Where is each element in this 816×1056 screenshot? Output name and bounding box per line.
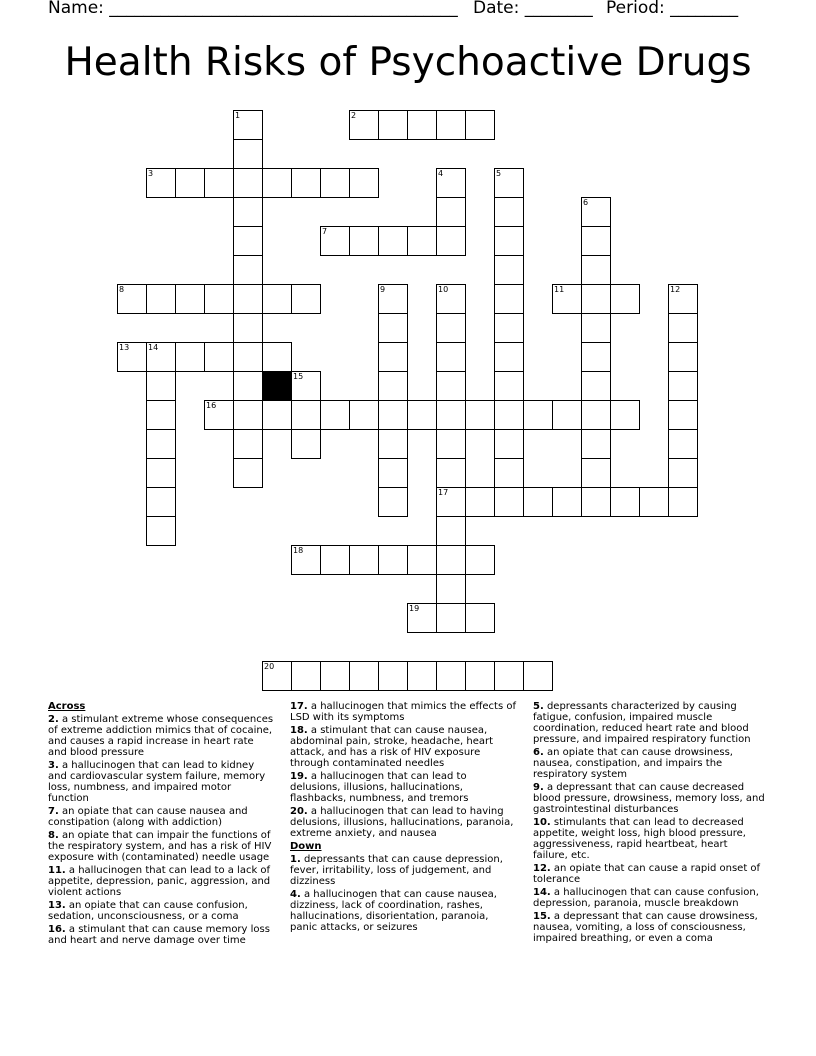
grid-cell[interactable]: [349, 661, 379, 691]
across-clue: [48, 760, 274, 804]
grid-cell[interactable]: [378, 429, 408, 459]
grid-cell[interactable]: [668, 400, 698, 430]
grid-cell[interactable]: [146, 458, 176, 488]
grid-cell[interactable]: [378, 661, 408, 691]
grid-cell[interactable]: [349, 400, 379, 430]
grid-cell[interactable]: [465, 400, 495, 430]
down-clue: [533, 782, 765, 815]
clue-number-label: 17.: [290, 701, 308, 712]
grid-cell[interactable]: [233, 400, 263, 430]
grid-cell[interactable]: [610, 400, 640, 430]
grid-cell[interactable]: [436, 400, 466, 430]
clue-number: 10: [438, 285, 449, 294]
clue-text: a depressant that can cause decreased blood pressure, drowsiness, memory loss, and gastrointestinal disturbances: [533, 782, 765, 815]
grid-cell[interactable]: [146, 516, 176, 546]
clue-number-label: 6.: [533, 747, 544, 758]
grid-cell[interactable]: [494, 458, 524, 488]
grid-cell[interactable]: [233, 458, 263, 488]
grid-cell[interactable]: [204, 284, 234, 314]
grid-cell[interactable]: [320, 545, 350, 575]
clue-text: a hallucinogen that can cause confusion, depression, paranoia, muscle breakdown: [533, 887, 759, 909]
clue-number-label: 12.: [533, 863, 551, 874]
date-field[interactable]: Date: ________: [473, 0, 593, 18]
grid-cell[interactable]: [233, 342, 263, 372]
clue-number: 17: [438, 488, 449, 497]
clue-text: a hallucinogen that mimics the effects of LSD with its symptoms: [290, 701, 516, 723]
clue-number: 3: [148, 169, 154, 178]
clue-number: 9: [380, 285, 386, 294]
grid-cell[interactable]: [639, 487, 669, 517]
down-clue: [290, 854, 518, 887]
clue-number: 5: [496, 169, 502, 178]
across-clue: [48, 714, 274, 758]
across-clue: [290, 771, 518, 804]
grid-cell[interactable]: [407, 110, 437, 140]
grid-cell[interactable]: [494, 313, 524, 343]
clue-number-label: 7.: [48, 806, 59, 817]
clue-section-heading: Across: [48, 701, 86, 712]
grid-cell[interactable]: [668, 487, 698, 517]
grid-cell[interactable]: [581, 255, 611, 285]
clue-number: 18: [293, 546, 304, 555]
down-clue: [533, 887, 765, 909]
grid-cell[interactable]: [610, 284, 640, 314]
grid-cell[interactable]: [233, 429, 263, 459]
grid-cell[interactable]: [581, 342, 611, 372]
grid-cell[interactable]: [233, 255, 263, 285]
grid-cell[interactable]: [436, 429, 466, 459]
grid-cell[interactable]: [465, 110, 495, 140]
worksheet-header: [48, 0, 788, 22]
grid-cell[interactable]: [378, 458, 408, 488]
clue-column-3: [533, 701, 765, 946]
grid-cell[interactable]: [233, 139, 263, 169]
clue-number: 2: [351, 111, 357, 120]
grid-cell[interactable]: [320, 661, 350, 691]
grid-cell[interactable]: [262, 284, 292, 314]
down-clue: [533, 817, 765, 861]
clue-number-label: 5.: [533, 701, 544, 712]
grid-cell[interactable]: [204, 168, 234, 198]
grid-cell[interactable]: [581, 429, 611, 459]
clue-text: a stimulant that can cause nausea, abdominal pain, stroke, headache, heart attack, and has a risk of HIV exposure through contaminated needles: [290, 725, 494, 769]
clue-text: a hallucinogen that can cause nausea, dizziness, lack of coordination, rashes, hallucinations, disorientation, paranoia, panic attacks, or seizures: [290, 889, 497, 933]
grid-cell[interactable]: [146, 400, 176, 430]
grid-cell[interactable]: [436, 458, 466, 488]
grid-cell[interactable]: [175, 342, 205, 372]
grid-cell[interactable]: [407, 226, 437, 256]
grid-cell[interactable]: [320, 400, 350, 430]
grid-cell[interactable]: [291, 661, 321, 691]
grid-cell[interactable]: [436, 371, 466, 401]
grid-cell[interactable]: [436, 574, 466, 604]
grid-cell[interactable]: [494, 487, 524, 517]
grid-cell[interactable]: [146, 371, 176, 401]
grid-cell[interactable]: [581, 226, 611, 256]
grid-cell[interactable]: [349, 226, 379, 256]
clue-text: depressants that can cause depression, fever, irritability, loss of judgement, and dizziness: [290, 854, 503, 887]
clue-text: an opiate that can cause a rapid onset of tolerance: [533, 863, 761, 885]
grid-cell[interactable]: [494, 226, 524, 256]
grid-cell[interactable]: [494, 371, 524, 401]
grid-cell[interactable]: [465, 661, 495, 691]
clue-text: a hallucinogen that can lead to delusions, illusions, hallucinations, flashbacks, numbness, and tremors: [290, 771, 469, 804]
clue-number: 20: [264, 662, 275, 671]
grid-cell[interactable]: [291, 168, 321, 198]
clue-number-label: 3.: [48, 760, 59, 771]
grid-cell[interactable]: [378, 487, 408, 517]
grid-cell[interactable]: [610, 487, 640, 517]
grid-cell[interactable]: [146, 487, 176, 517]
clue-number-label: 11.: [48, 865, 66, 876]
grid-cell[interactable]: [494, 400, 524, 430]
grid-cell[interactable]: [436, 313, 466, 343]
clue-number: 8: [119, 285, 125, 294]
grid-cell[interactable]: [581, 313, 611, 343]
clue-number-label: 9.: [533, 782, 544, 793]
clue-number-label: 13.: [48, 900, 66, 911]
grid-cell[interactable]: [378, 313, 408, 343]
down-clue: [533, 701, 765, 745]
grid-cell[interactable]: [407, 661, 437, 691]
down-clue: [533, 747, 765, 780]
grid-cell[interactable]: [349, 168, 379, 198]
across-clue: [290, 725, 518, 769]
grid-cell[interactable]: [668, 458, 698, 488]
grid-cell[interactable]: [523, 400, 553, 430]
clue-number-label: 15.: [533, 911, 551, 922]
grid-cell[interactable]: [494, 429, 524, 459]
grid-cell[interactable]: [581, 371, 611, 401]
clue-number: 6: [583, 198, 589, 207]
grid-cell[interactable]: [233, 168, 263, 198]
clue-number: 15: [293, 372, 304, 381]
grid-cell[interactable]: [175, 168, 205, 198]
grid-cell[interactable]: [494, 197, 524, 227]
clue-number-label: 20.: [290, 806, 308, 817]
grid-cell[interactable]: [494, 255, 524, 285]
clue-number: 12: [670, 285, 681, 294]
grid-cell[interactable]: [233, 197, 263, 227]
clue-number-label: 16.: [48, 924, 66, 935]
grid-cell[interactable]: [233, 226, 263, 256]
grid-cell[interactable]: [146, 284, 176, 314]
across-clue: [48, 900, 274, 922]
grid-cell[interactable]: [146, 429, 176, 459]
clue-text: depressants characterized by causing fatigue, confusion, impaired muscle coordination, reduced heart rate and blood pressure, and impaired respiratory function: [533, 701, 751, 745]
grid-cell[interactable]: [581, 284, 611, 314]
clue-number-label: 19.: [290, 771, 308, 782]
clue-text: a stimulant that can cause memory loss and heart and nerve damage over time: [48, 924, 270, 946]
clue-number: 19: [409, 604, 420, 613]
clue-number-label: 18.: [290, 725, 308, 736]
grid-cell[interactable]: [668, 429, 698, 459]
name-field[interactable]: Name: _________________________________________: [48, 0, 458, 18]
clue-text: an opiate that can cause confusion, sedation, unconsciousness, or a coma: [48, 900, 248, 922]
clue-number-label: 1.: [290, 854, 301, 865]
grid-cell[interactable]: [668, 342, 698, 372]
across-clue: [48, 924, 274, 946]
grid-cell[interactable]: [581, 400, 611, 430]
grid-cell[interactable]: [436, 226, 466, 256]
grid-cell[interactable]: [378, 342, 408, 372]
down-clue: [533, 911, 765, 944]
down-clue: [533, 863, 765, 885]
clue-text: a depressant that can cause drowsiness, nausea, vomiting, a loss of consciousness, impaired breathing, or even a coma: [533, 911, 758, 944]
clue-column-2: [290, 701, 518, 935]
blocked-cell: [262, 371, 292, 401]
period-field[interactable]: Period: ________: [606, 0, 739, 18]
across-clue: [290, 806, 518, 839]
grid-cell[interactable]: [204, 342, 234, 372]
page-title: Health Risks of Psychoactive Drugs: [64, 40, 752, 85]
clue-text: a stimulant extreme whose consequences of extreme addiction mimics that of cocaine, and causes a rapid increase in heart rate and blood pressure: [48, 714, 274, 758]
grid-cell[interactable]: [291, 284, 321, 314]
grid-cell[interactable]: [378, 400, 408, 430]
clue-number-label: 10.: [533, 817, 551, 828]
grid-cell[interactable]: [552, 487, 582, 517]
down-clue: [290, 889, 518, 933]
grid-cell[interactable]: [349, 545, 379, 575]
clue-text: an opiate that can impair the functions of the respiratory system, and has a risk of HIV exposure with (contaminated) needle usage: [48, 830, 272, 863]
grid-cell[interactable]: [291, 429, 321, 459]
grid-cell[interactable]: [378, 226, 408, 256]
grid-cell[interactable]: [378, 545, 408, 575]
clue-text: stimulants that can lead to decreased appetite, weight loss, high blood pressure, aggressiveness, rapid heartbeat, heart failure, etc.: [533, 817, 746, 861]
grid-cell[interactable]: [407, 545, 437, 575]
clue-number: 4: [438, 169, 444, 178]
grid-cell[interactable]: [320, 168, 350, 198]
grid-cell[interactable]: [668, 313, 698, 343]
clue-number: 7: [322, 227, 328, 236]
clue-number-label: 2.: [48, 714, 59, 725]
grid-cell[interactable]: [436, 545, 466, 575]
grid-cell[interactable]: [233, 371, 263, 401]
grid-cell[interactable]: [465, 487, 495, 517]
grid-cell[interactable]: [436, 110, 466, 140]
grid-cell[interactable]: [262, 168, 292, 198]
across-clue: [48, 865, 274, 898]
clue-number: 16: [206, 401, 217, 410]
grid-cell[interactable]: [523, 661, 553, 691]
across-clue: [48, 830, 274, 863]
grid-cell[interactable]: [262, 400, 292, 430]
clue-section-heading: Down: [290, 841, 322, 852]
grid-cell[interactable]: [436, 516, 466, 546]
grid-cell[interactable]: [378, 110, 408, 140]
across-clue: [48, 806, 274, 828]
clue-number-label: 4.: [290, 889, 301, 900]
grid-cell[interactable]: [436, 197, 466, 227]
grid-cell[interactable]: [436, 603, 466, 633]
grid-cell[interactable]: [494, 284, 524, 314]
grid-cell[interactable]: [581, 487, 611, 517]
grid-cell[interactable]: [262, 342, 292, 372]
grid-cell[interactable]: [465, 603, 495, 633]
grid-cell[interactable]: [581, 458, 611, 488]
clue-text: a hallucinogen that can lead to having delusions, illusions, hallucinations, paranoia, extreme anxiety, and nausea: [290, 806, 514, 839]
grid-cell[interactable]: [523, 487, 553, 517]
clue-number: 1: [235, 111, 241, 120]
grid-cell[interactable]: [233, 284, 263, 314]
clue-column-1: [48, 701, 274, 948]
grid-cell[interactable]: [465, 545, 495, 575]
clue-number: 14: [148, 343, 159, 352]
clue-number-label: 8.: [48, 830, 59, 841]
grid-cell[interactable]: [233, 313, 263, 343]
clue-text: an opiate that can cause nausea and constipation (along with addiction): [48, 806, 248, 828]
grid-cell[interactable]: [291, 400, 321, 430]
clue-text: a hallucinogen that can lead to a lack of appetite, depression, panic, aggression, and violent actions: [48, 865, 271, 898]
grid-cell[interactable]: [552, 400, 582, 430]
across-clue: [290, 701, 518, 723]
grid-cell[interactable]: [668, 371, 698, 401]
clue-number-label: 14.: [533, 887, 551, 898]
grid-cell[interactable]: [378, 371, 408, 401]
clue-number: 13: [119, 343, 130, 352]
grid-cell[interactable]: [494, 342, 524, 372]
grid-cell[interactable]: [407, 400, 437, 430]
clue-text: a hallucinogen that can lead to kidney and cardiovascular system failure, memory loss, numbness, and impaired motor function: [48, 760, 266, 804]
clue-number: 11: [554, 285, 565, 294]
grid-cell[interactable]: [494, 661, 524, 691]
grid-cell[interactable]: [436, 342, 466, 372]
clue-text: an opiate that can cause drowsiness, nausea, constipation, and impairs the respiratory system: [533, 747, 733, 780]
grid-cell[interactable]: [436, 661, 466, 691]
grid-cell[interactable]: [175, 284, 205, 314]
